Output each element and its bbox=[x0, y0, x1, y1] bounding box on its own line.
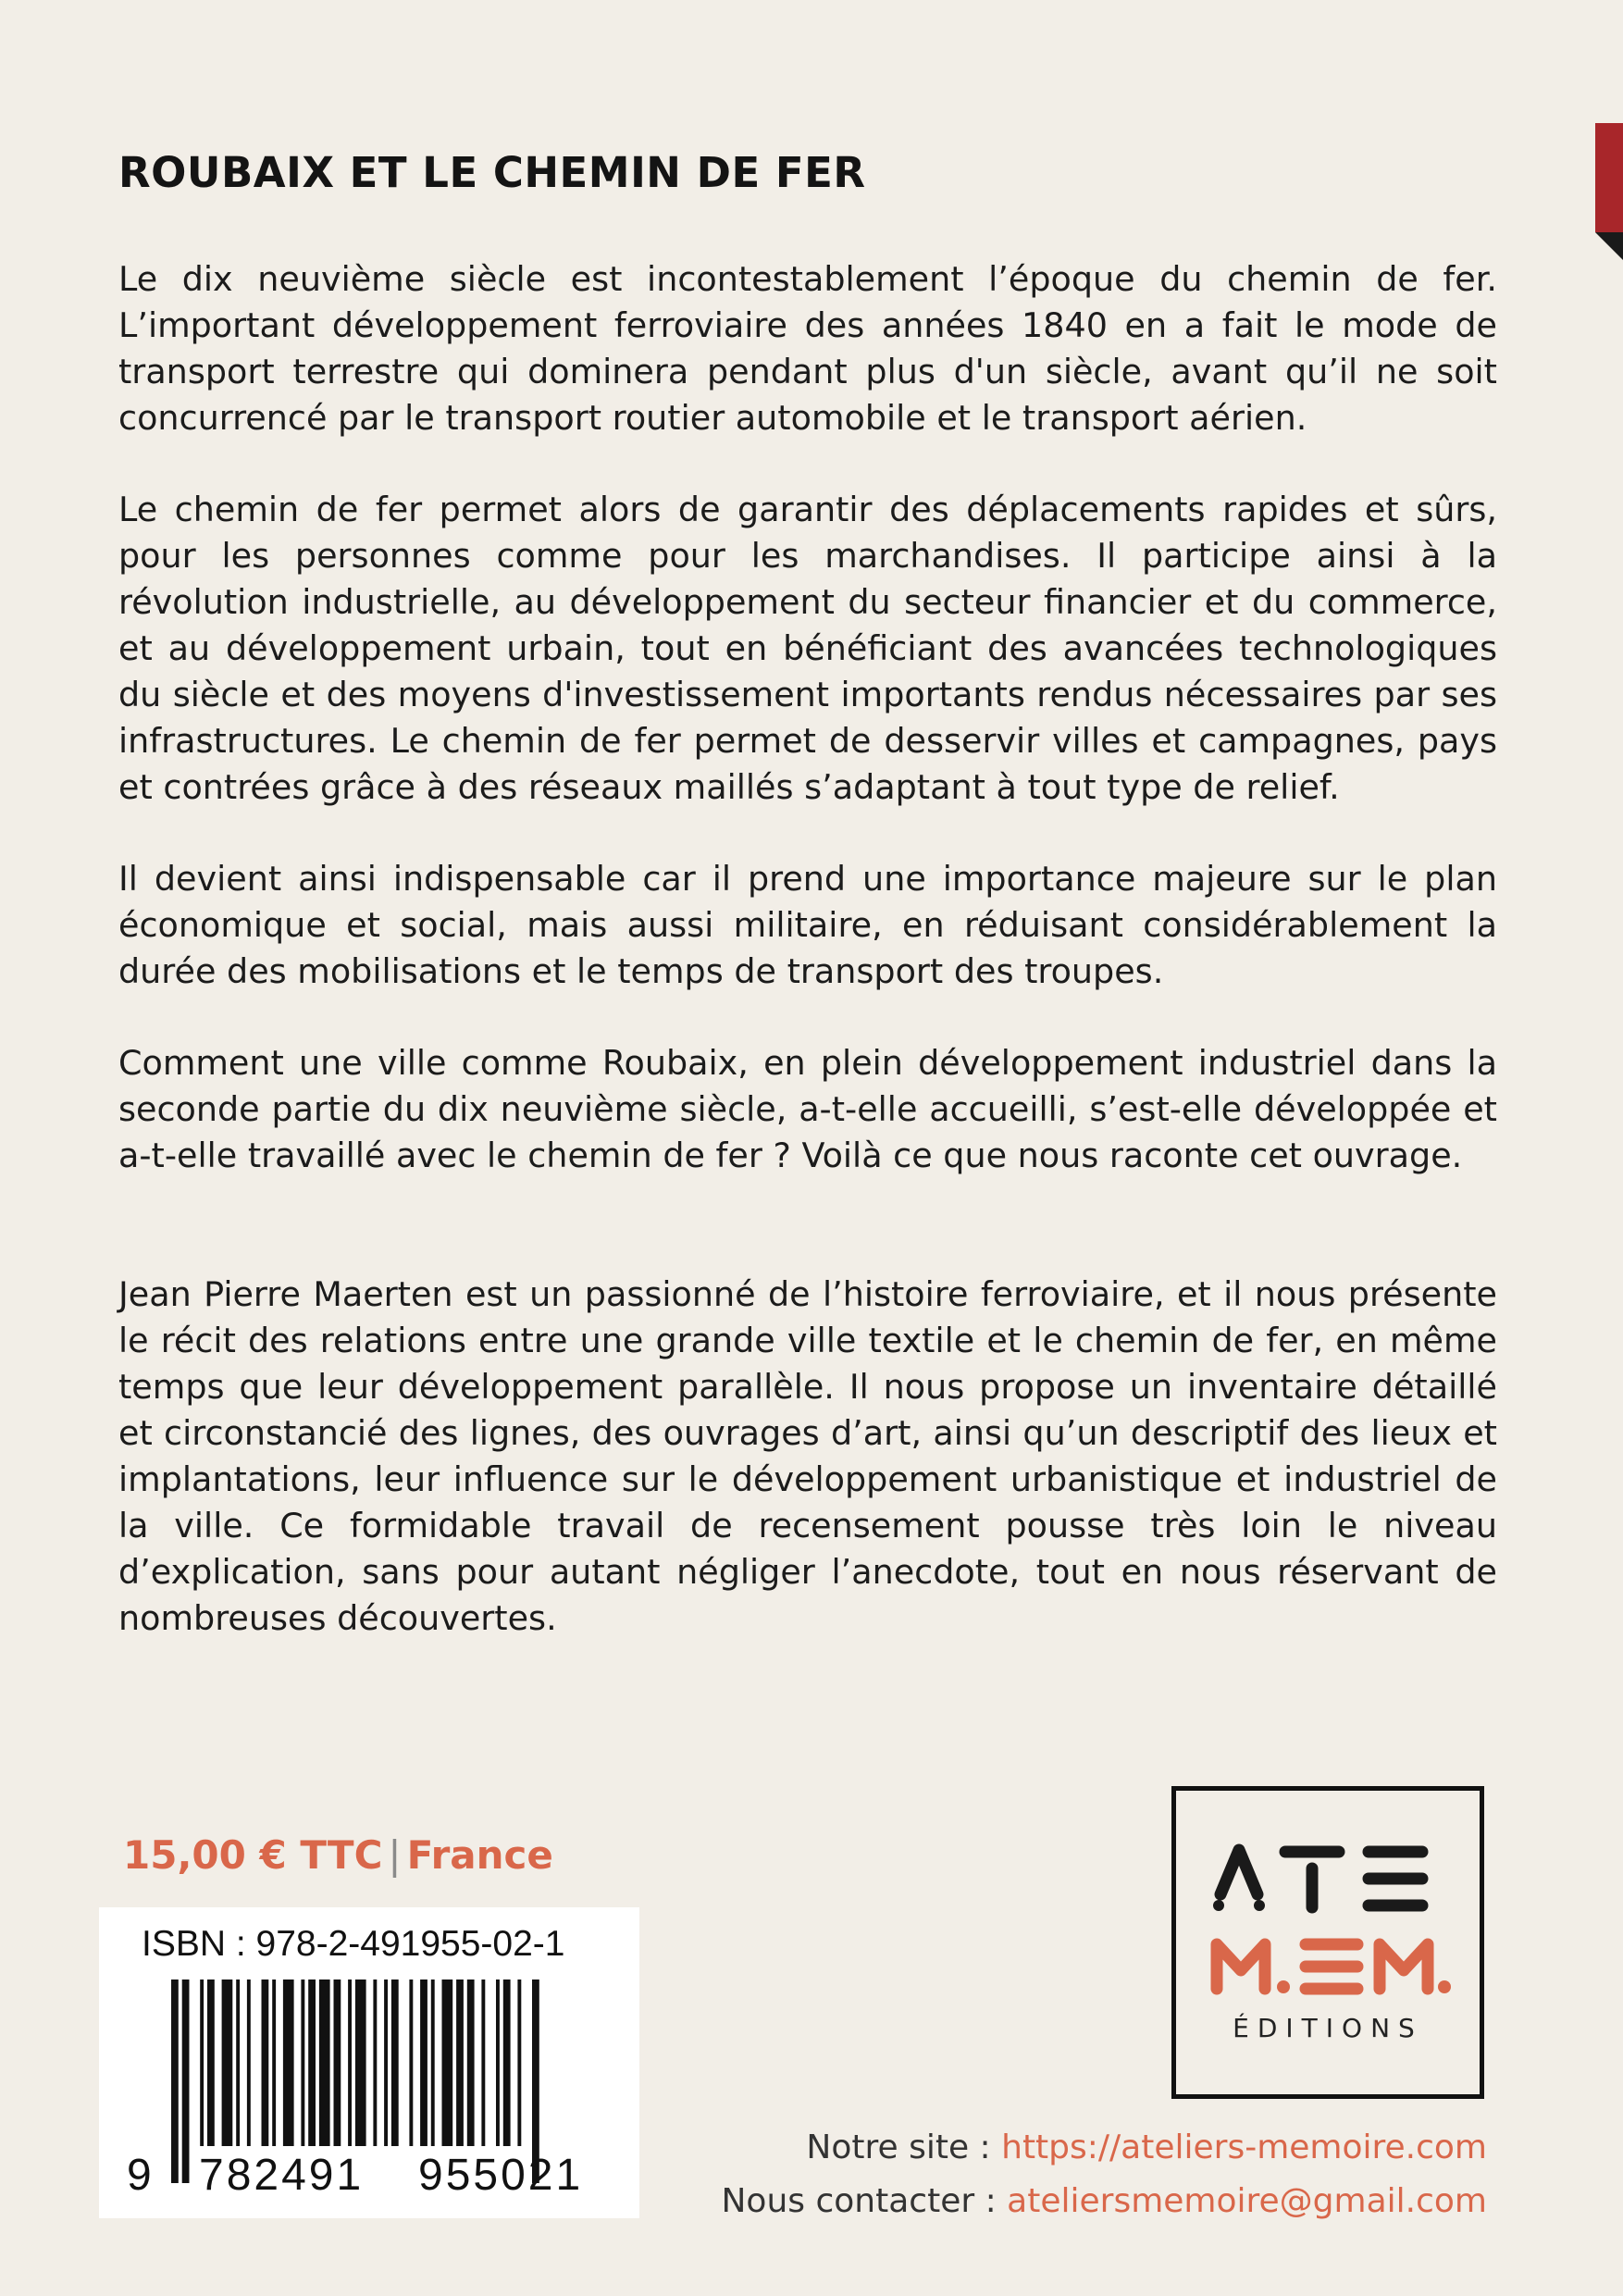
price-amount: 15,00 € TTC bbox=[123, 1832, 383, 1878]
isbn-barcode bbox=[99, 1907, 639, 2218]
email-link[interactable]: ateliersmemoire@gmail.com bbox=[1007, 2182, 1487, 2220]
barcode-bar bbox=[503, 1980, 511, 2146]
contact-site-line bbox=[806, 2128, 1487, 2166]
price-region: France bbox=[406, 1832, 553, 1878]
barcode-bar bbox=[272, 1980, 276, 2146]
barcode-bar bbox=[247, 1980, 251, 2146]
barcode-bar bbox=[391, 1980, 399, 2146]
site-link[interactable]: https://ateliers-memoire.com bbox=[1001, 2128, 1487, 2166]
barcode-bar bbox=[334, 1980, 341, 2146]
barcode-bar bbox=[262, 1980, 269, 2146]
barcode-bar bbox=[171, 1980, 179, 2183]
barcode-bar bbox=[442, 1980, 453, 2146]
barcode-bar bbox=[467, 1980, 475, 2146]
spine-color-tab bbox=[1595, 123, 1623, 232]
barcode-digits-right: 955021 bbox=[418, 2151, 584, 2200]
barcode-bar bbox=[308, 1980, 316, 2146]
barcode-bar bbox=[373, 1980, 377, 2146]
page-title: ROUBAIX ET LE CHEMIN DE FER bbox=[118, 148, 866, 197]
barcode-bar bbox=[481, 1980, 485, 2146]
logo-mark-icon bbox=[1176, 1791, 1480, 2094]
barcode-digits-left: 782491 bbox=[199, 2151, 365, 2200]
barcode-bar bbox=[283, 1980, 294, 2146]
synopsis bbox=[118, 256, 1497, 1687]
barcode-bar bbox=[384, 1980, 388, 2146]
paragraph-role: Le chemin de fer permet alors de garantir des déplacements rapides et sûrs, pour les personnes comme pour les marchandises. Il participe ainsi à la révolution industrielle, au développement du secteur financier et du commerce, et au développement urbain, tout en bénéficiant des avancées technologiques du siècle et des moyens d'investissement importants rendus nécessaires par ses infrastructures. Le chemin de fer permet de desservir villes et campagnes, pays et contrées grâce à des réseaux maillés s’adaptant à tout type de relief. bbox=[118, 490, 1497, 807]
barcode-bar bbox=[420, 1980, 427, 2146]
publisher-logo bbox=[1171, 1786, 1484, 2099]
barcode-bar bbox=[301, 1980, 304, 2146]
spine-tab-notch bbox=[1595, 232, 1623, 260]
price-line bbox=[123, 1832, 553, 1878]
paragraph-importance: Il devient ainsi indispensable car il prend une importance majeure sur le plan économique et social, mais aussi militaire, en réduisant considérablement la durée des mobilisations et le temps de transport des troupes. bbox=[118, 859, 1497, 991]
barcode-bar bbox=[236, 1980, 240, 2146]
barcode-bar bbox=[355, 1980, 366, 2146]
site-label: Notre site : bbox=[806, 2128, 991, 2166]
paragraph-intro: Le dix neuvième siècle est incontestablement l’époque du chemin de fer. L’important développement ferroviaire des années 1840 en a fait le mode de transport terrestre qui dominera pendant plus d'un siècle, avant qu’il ne soit concurrencé par le transport routier automobile et le transport aérien. bbox=[118, 259, 1497, 438]
barcode-digit-first: 9 bbox=[127, 2151, 152, 2200]
barcode-bar bbox=[182, 1980, 190, 2183]
contact-email-line bbox=[722, 2182, 1488, 2220]
barcode-bar bbox=[200, 1980, 204, 2146]
barcode-bar bbox=[319, 1980, 330, 2146]
barcode-bar bbox=[496, 1980, 500, 2146]
barcode-bar bbox=[409, 1980, 413, 2146]
paragraph-author: Jean Pierre Maerten est un passionné de l’histoire ferroviaire, et il nous présente le récit des relations entre une grande ville textile et le chemin de fer, en même temps que leur développement parallèle. Il nous propose un inventaire détaillé et circonstancié des lignes, des ouvrages d’art, ainsi qu’un descriptif des lieux et implantations, leur influence sur le développement urbanistique et industriel de la ville. Ce formidable travail de recensement pousse très loin le niveau d’explication, sans pour autant négliger l’anecdote, tout en nous réservant de nombreuses découvertes. bbox=[118, 1274, 1497, 1638]
paragraph-question: Comment une ville comme Roubaix, en plein développement industriel dans la seconde partie du dix neuvième siècle, a-t-elle accueilli, s’est-elle développée et a-t-elle travaillé avec le chemin de fer ? Voilà ce que nous raconte cet ouvrage. bbox=[118, 1043, 1497, 1175]
barcode-bar bbox=[456, 1980, 464, 2146]
email-label: Nous contacter : bbox=[721, 2182, 997, 2220]
barcode-bar bbox=[517, 1980, 521, 2146]
barcode-bar bbox=[431, 1980, 435, 2146]
barcode-bar bbox=[222, 1980, 233, 2146]
barcode-bar bbox=[207, 1980, 215, 2146]
logo-subtitle: ÉDITIONS bbox=[1233, 2013, 1423, 2043]
isbn-label: ISBN : 978-2-491955-02-1 bbox=[142, 1924, 565, 1964]
price-separator: | bbox=[388, 1832, 402, 1878]
barcode-bar bbox=[348, 1980, 352, 2146]
